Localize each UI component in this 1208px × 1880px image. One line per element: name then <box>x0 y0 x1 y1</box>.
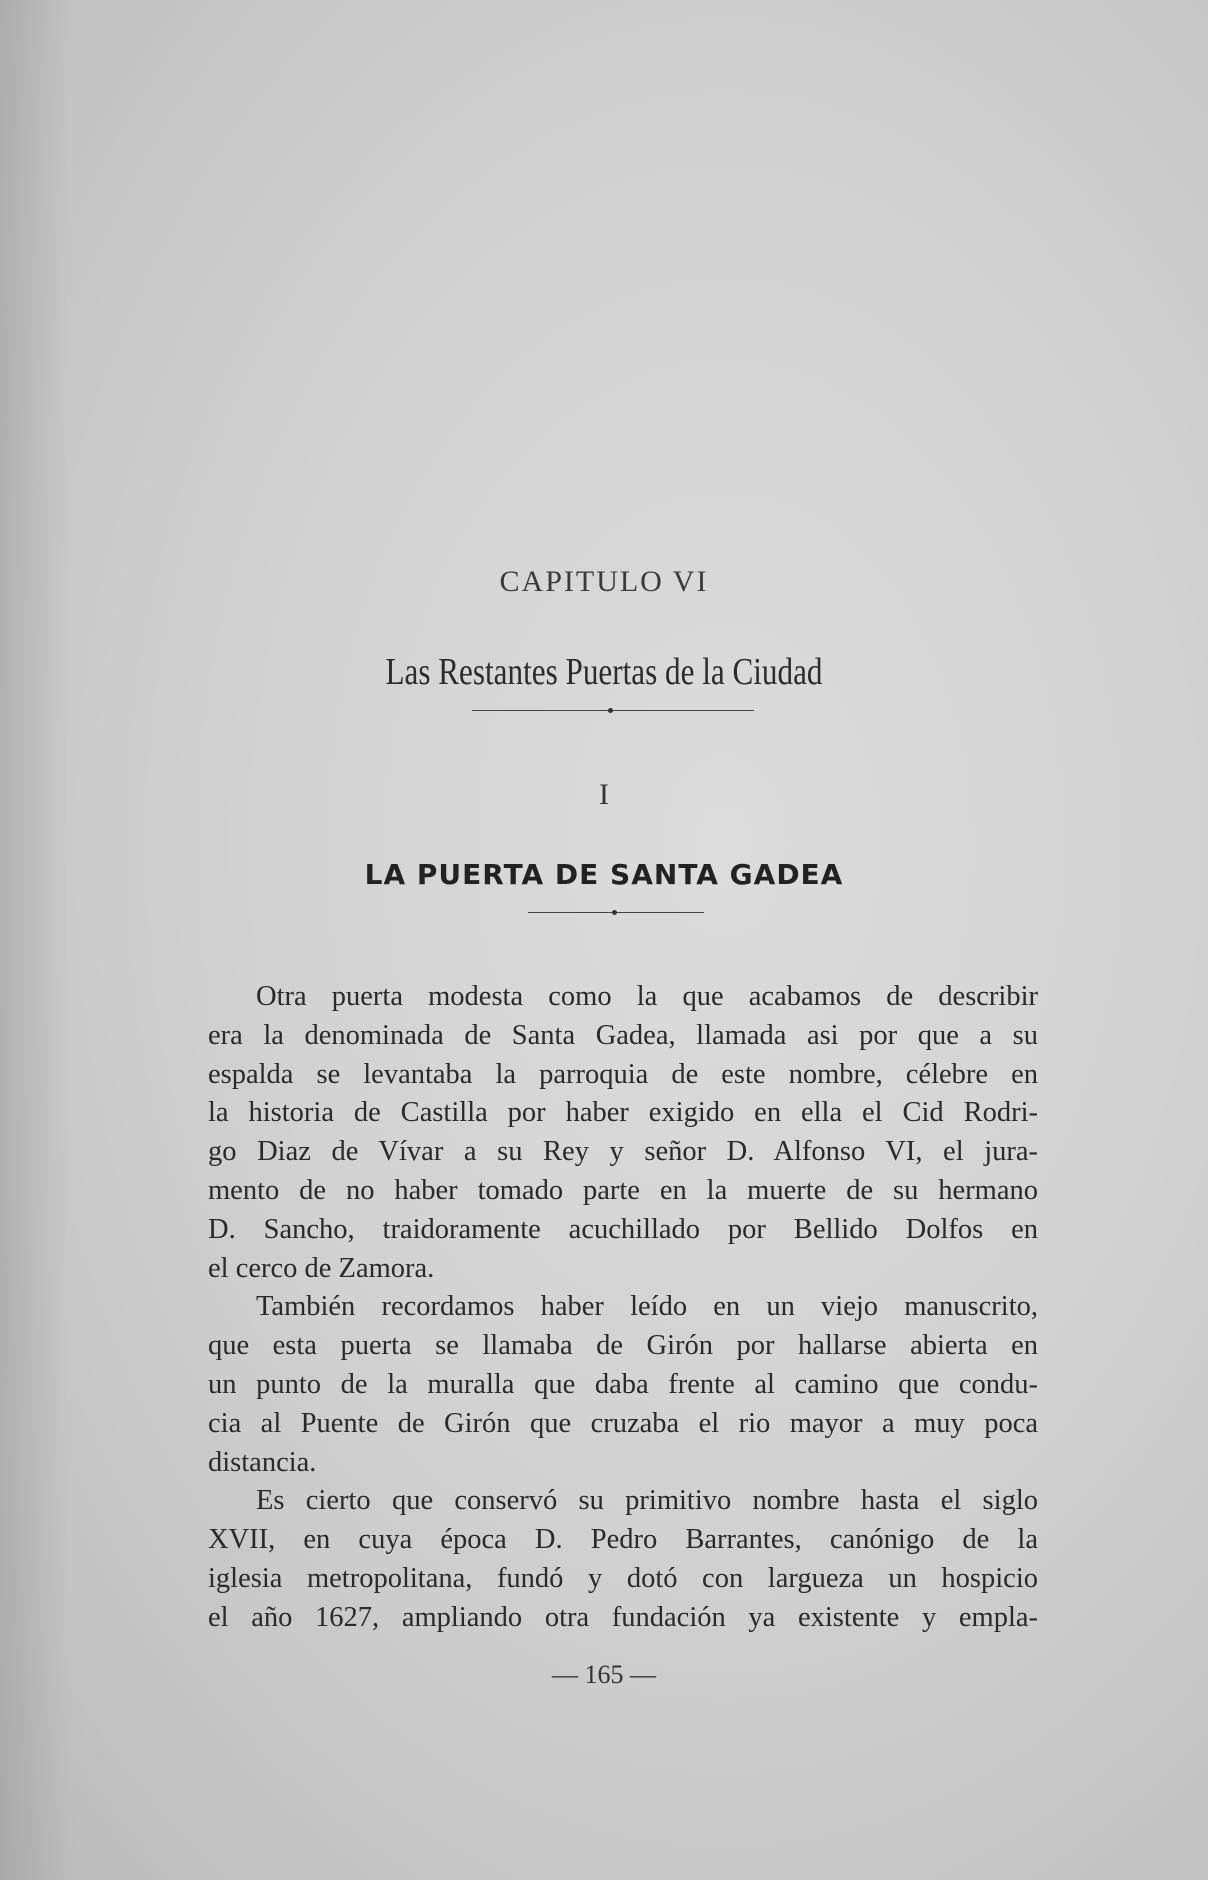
text-line: el cerco de Zamora. <box>208 1252 435 1284</box>
text-line: la historia de Castilla por haber exigido en ella el Cid Rodri- <box>208 1097 1038 1129</box>
text-line: un punto de la muralla que daba frente al camino que condu- <box>208 1368 1038 1400</box>
chapter-label: CAPITULO VI <box>499 565 709 598</box>
body-text <box>208 978 1038 1638</box>
paragraph-3 <box>208 1482 1038 1637</box>
page-number: — 165 — <box>552 1660 656 1689</box>
text-line: D. Sancho, traidoramente acuchillado por Bellido Dolfos en <box>208 1213 1038 1245</box>
ornamental-rule-top <box>472 710 754 711</box>
ornamental-rule-bottom <box>528 912 704 913</box>
text-line: Es cierto que conservó su primitivo nombre hasta el siglo <box>256 1485 1038 1517</box>
section-title: LA PUERTA DE SANTA GADEA <box>364 858 844 891</box>
text-line: era la denominada de Santa Gadea, llamada asi por que a su <box>208 1019 1038 1051</box>
ornament-dot <box>612 910 617 915</box>
text-line: mento de no haber tomado parte en la muerte de su hermano <box>208 1174 1038 1206</box>
spine-shadow <box>0 0 70 1880</box>
text-line: cia al Puente de Girón que cruzaba el rio mayor a muy poca <box>208 1407 1038 1439</box>
text-line: iglesia metropolitana, fundó y dotó con largueza un hospicio <box>208 1562 1038 1594</box>
section-number: I <box>599 778 609 811</box>
text-line: XVII, en cuya época D. Pedro Barrantes, canónigo de la <box>208 1524 1038 1556</box>
text-line: espalda se levantaba la parroquia de este nombre, célebre en <box>208 1058 1038 1090</box>
text-line: Otra puerta modesta como la que acabamos de describir <box>256 981 1038 1012</box>
chapter-title: Las Restantes Puertas de la Ciudad <box>385 651 823 693</box>
text-line: También recordamos haber leído en un viejo manuscrito, <box>256 1291 1038 1323</box>
paragraph-1 <box>208 978 1038 1288</box>
ornament-dot <box>608 708 613 713</box>
text-line: distancia. <box>208 1446 317 1478</box>
text-line: el año 1627, ampliando otra fundación ya existente y empla- <box>208 1601 1038 1633</box>
paragraph-2 <box>208 1288 1038 1482</box>
text-line: que esta puerta se llamaba de Girón por hallarse abierta en <box>208 1330 1038 1362</box>
text-line: go Diaz de Vívar a su Rey y señor D. Alfonso VI, el jura- <box>208 1136 1038 1168</box>
